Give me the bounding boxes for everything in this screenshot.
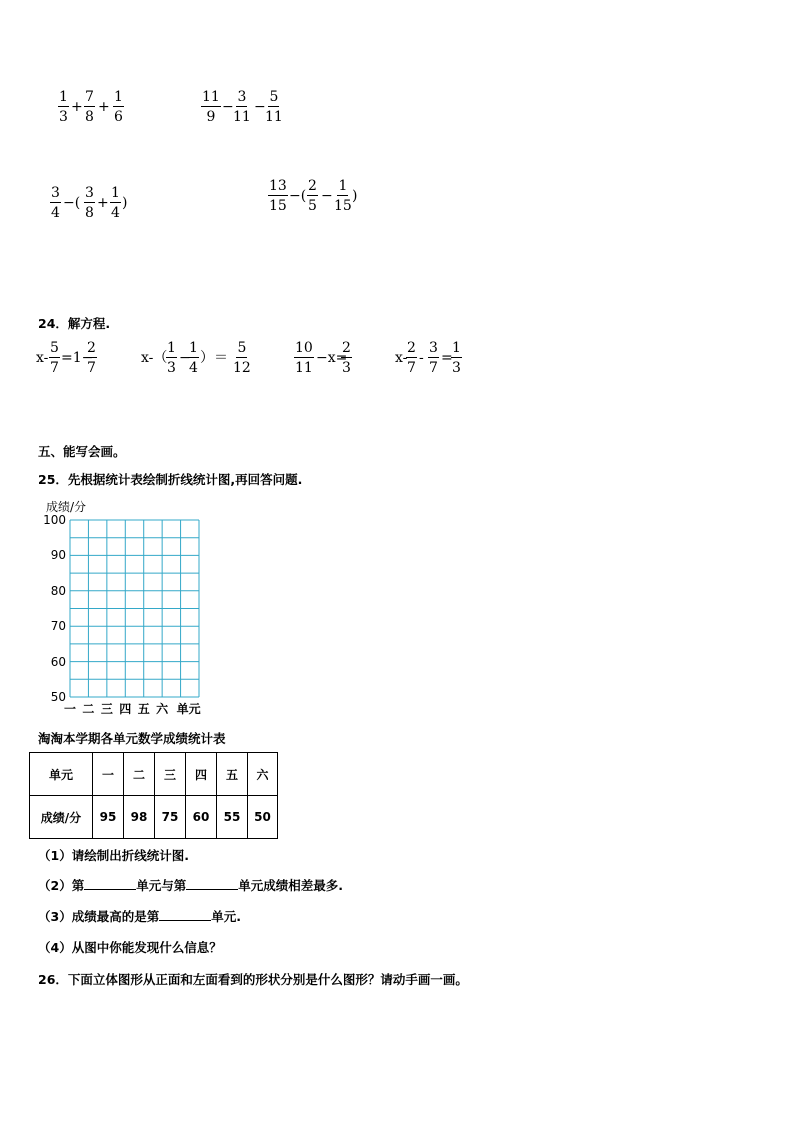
section-5-title: 五、能写会画。 xyxy=(38,444,126,459)
fraction: $\frac{2}{3}$ xyxy=(342,340,351,376)
question-24-title: 24．解方程. xyxy=(38,316,111,331)
fraction: $\frac{1}{4}$ xyxy=(189,340,198,376)
fraction: $\frac{1}{3}$ xyxy=(167,340,176,376)
fraction: $\frac{1}{4}$ xyxy=(111,185,120,221)
row-header-score: 成绩/分 xyxy=(30,796,93,839)
fraction: $\frac{2}{7}$ xyxy=(407,340,416,376)
fraction: $\frac{5}{12}$ xyxy=(233,340,251,376)
sub-question-2: （2）第 单元与第 单元成绩相差最多. xyxy=(38,878,343,893)
x-tick-label: 一 xyxy=(64,702,77,716)
x-tick-label: 二 xyxy=(82,702,95,716)
sub-question-4: （4）从图中你能发现什么信息？ xyxy=(38,940,222,955)
fraction: $\frac{13}{15}$ xyxy=(269,178,287,214)
fraction: $\frac{3}{11}$ xyxy=(233,89,251,125)
table-row xyxy=(30,753,278,796)
x-tick-label: 六 xyxy=(156,702,169,716)
y-tick-label: 50 xyxy=(50,690,66,704)
row-header-unit: 单元 xyxy=(30,753,93,796)
sub-question-3: （3）成绩最高的是第 单元. xyxy=(38,909,241,924)
unit-cell: 三 xyxy=(155,753,186,796)
y-tick-label: 100 xyxy=(43,513,66,527)
score-table xyxy=(29,752,278,839)
table-title: 淘淘本学期各单元数学成绩统计表 xyxy=(38,731,226,746)
y-tick-label: 90 xyxy=(50,548,66,563)
fraction: $\frac{5}{11}$ xyxy=(265,89,283,125)
fraction: $\frac{10}{11}$ xyxy=(295,340,313,376)
x-axis-label: 单元 xyxy=(176,702,201,716)
fraction: $\frac{1}{3}$ xyxy=(452,340,461,376)
answer-blank[interactable] xyxy=(84,878,136,890)
table-row xyxy=(30,796,278,839)
fraction: $\frac{1}{15}$ xyxy=(334,178,352,214)
question-25-title: 25．先根据统计表绘制折线统计图,再回答问题. xyxy=(38,472,303,487)
x-tick-label: 五 xyxy=(137,702,150,716)
fraction: $\frac{3}{7}$ xyxy=(429,340,438,376)
y-tick-label: 80 xyxy=(50,583,66,598)
fraction: $\frac{5}{7}$ xyxy=(50,340,59,376)
answer-blank[interactable] xyxy=(186,878,238,890)
fraction: $\frac{11}{9}$ xyxy=(202,89,220,125)
y-tick-label: 70 xyxy=(50,619,66,634)
sub-question-1: （1）请绘制出折线统计图. xyxy=(38,848,189,863)
unit-cell: 一 xyxy=(93,753,124,796)
fraction: $\frac{2}{5}$ xyxy=(308,178,317,214)
x-tick-label: 四 xyxy=(119,702,132,716)
fraction: $\frac{1}{3}$ xyxy=(59,89,68,125)
fraction: $\frac{2}{7}$ xyxy=(87,340,96,376)
score-cell: 60 xyxy=(186,796,217,839)
score-cell: 98 xyxy=(124,796,155,839)
grid-lines xyxy=(70,520,199,697)
y-tick-label: 60 xyxy=(50,654,66,669)
fraction: $\frac{3}{8}$ xyxy=(85,185,94,221)
unit-cell: 四 xyxy=(186,753,217,796)
score-cell: 95 xyxy=(93,796,124,839)
chart-y-axis-label: 成绩/分 xyxy=(46,500,87,514)
fraction: $\frac{7}{8}$ xyxy=(85,89,94,125)
score-cell: 75 xyxy=(155,796,186,839)
question-26-title: 26．下面立体图形从正面和左面看到的形状分别是什么图形？请动手画一画。 xyxy=(38,972,468,987)
unit-cell: 六 xyxy=(248,753,278,796)
answer-blank[interactable] xyxy=(159,909,211,921)
score-cell: 55 xyxy=(217,796,248,839)
fraction: $\frac{3}{4}$ xyxy=(51,185,60,221)
score-cell: 50 xyxy=(248,796,278,839)
fraction: $\frac{1}{6}$ xyxy=(114,89,123,125)
unit-cell: 二 xyxy=(124,753,155,796)
x-tick-label: 三 xyxy=(100,702,113,716)
unit-cell: 五 xyxy=(217,753,248,796)
